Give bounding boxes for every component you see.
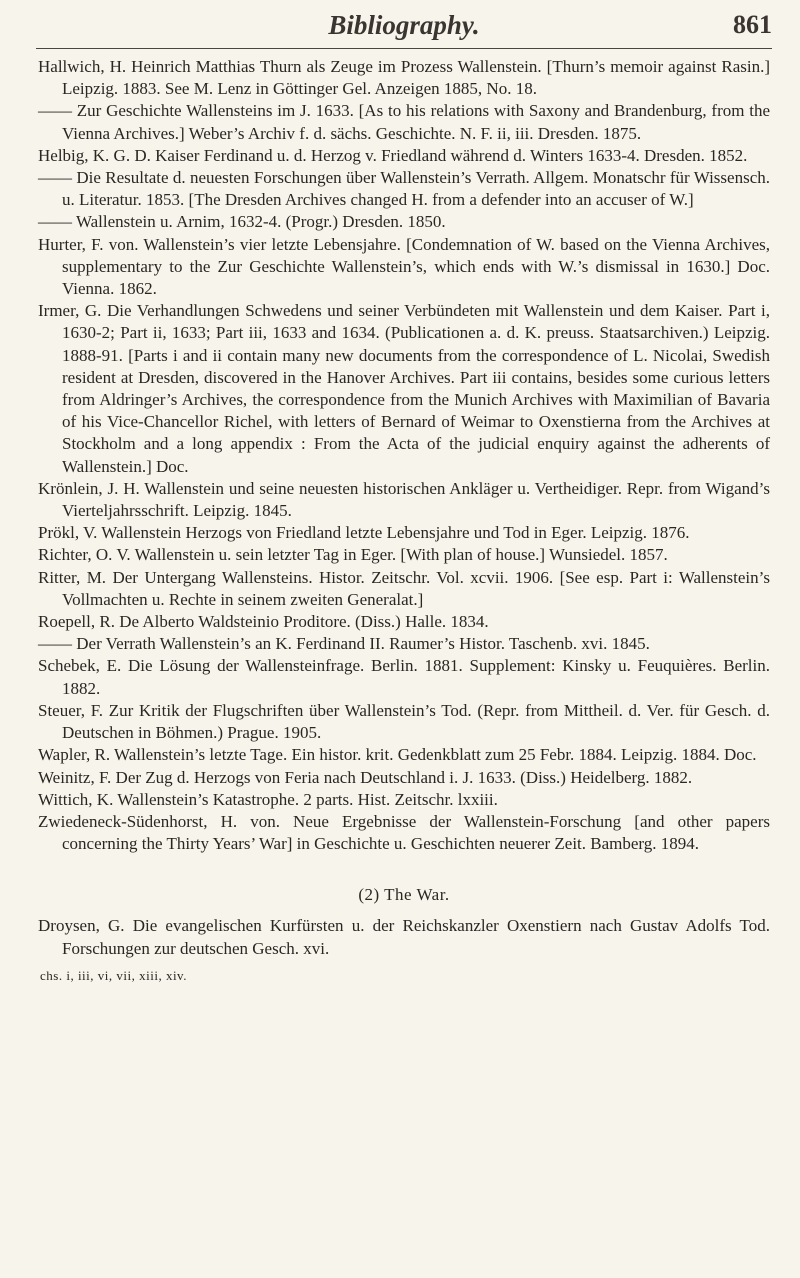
bib-entry: Schebek, E. Die Lösung der Wallensteinfrage. Berlin. 1881. Supplement: Kinsky u. Feuquières. Berlin. 1882. [38, 656, 770, 698]
bib-entry: Zwiedeneck-Südenhorst, H. von. Neue Ergebnisse der Wallenstein-Forschung [and other papers concerning the Thirty Years’ War] in Geschichte u. Geschichten neuerer Zeit. Bamberg. 1894. [38, 811, 770, 854]
bib-entry: —— Wallenstein u. Arnim, 1632-4. (Progr.) Dresden. 1850. [38, 212, 446, 232]
bib-entry: Wittich, K. Wallenstein’s Katastrophe. 2 parts. Hist. Zeitschr. lxxiii. [38, 789, 498, 809]
bib-entry: Hurter, F. von. Wallenstein’s vier letzte Lebensjahre. [Condemnation of W. based on the Vienna Archives, supplementary to the Zur Geschichte Wallenstein’s, which ends with W.’s dismissal in 1630.] Doc. Vienna. 1862. [38, 234, 770, 299]
bib-entry: Ritter, M. Der Untergang Wallensteins. Histor. Zeitschr. Vol. xcvii. 1906. [See esp. Part i: Wallenstein’s Vollmachten u. Rechte in seinem zweiten Generalat.] [38, 567, 770, 609]
bib-entry: Helbig, K. G. D. Kaiser Ferdinand u. d. Herzog v. Friedland während d. Winters 1633-4. Dresden. 1852. [38, 145, 748, 165]
bib-entry: —— Die Resultate d. neuesten Forschungen über Wallenstein’s Verrath. Allgem. Monatschr für Wissensch. u. Literatur. 1853. [The Dresden Archives changed H. from a defender into an accuser of W.] [38, 168, 770, 210]
bib-entry: Wapler, R. Wallenstein’s letzte Tage. Ein histor. krit. Gedenkblatt zum 25 Febr. 1884. Leipzig. 1884. Doc. [38, 745, 757, 765]
running-title: Bibliography. [328, 10, 480, 40]
running-head [36, 10, 772, 44]
bib-entry: Prökl, V. Wallenstein Herzogs von Friedland letzte Lebensjahre und Tod in Eger. Leipzig. 1876. [38, 523, 690, 543]
chapter-reference: chs. i, iii, vi, vii, xiii, xiv. [40, 967, 187, 983]
section-heading: (2) The War. [358, 885, 450, 905]
bibliography-list [38, 56, 770, 984]
bib-entry: Krönlein, J. H. Wallenstein und seine neuesten historischen Ankläger u. Vertheidiger. Repr. from Wigand’s Vierteljahrsschrift. Leipzig. 1845. [38, 478, 770, 521]
bib-entry: Weinitz, F. Der Zug d. Herzogs von Feria nach Deutschland i. J. 1633. (Diss.) Heidelberg. 1882. [38, 767, 693, 787]
header-rule [36, 48, 772, 49]
page-number: 861 [733, 10, 772, 39]
bib-entry: Steuer, F. Zur Kritik der Flugschriften über Wallenstein’s Tod. (Repr. from Mittheil. d. Ver. für Gesch. d. Deutschen in Böhmen.) Prague. 1905. [38, 700, 770, 743]
bib-entry: Droysen, G. Die evangelischen Kurfürsten u. der Reichskanzler Oxenstiern nach Gustav Adolfs Tod. Forschungen zur deutschen Gesch. xvi. [38, 916, 770, 958]
bib-entry: Roepell, R. De Alberto Waldsteinio Proditore. (Diss.) Halle. 1834. [38, 612, 489, 632]
bib-entry: —— Der Verrath Wallenstein’s an K. Ferdinand II. Raumer’s Histor. Taschenb. xvi. 1845. [38, 634, 650, 654]
bib-entry: —— Zur Geschichte Wallensteins im J. 1633. [As to his relations with Saxony and Brandenburg, from the Vienna Archives.] Weber’s Archiv f. d. sächs. Geschichte. N. F. ii, iii. Dresden. 1875. [38, 101, 770, 143]
bib-entry: Irmer, G. Die Verhandlungen Schwedens und seiner Verbündeten mit Wallenstein und dem Kaiser. Part i, 1630-2; Part ii, 1633; Part iii, 1633 and 1634. (Publicationen a. d. K. preuss. Staatsarchiven.) Leipzig. 1888-91. [Parts i and ii contain many new documents from the correspondence of L. Nicolai, Swedish resident at Dresden, discovered in the Hanover Archives. Part iii contains, besides some curious letters from Aldringer’s Archives, the correspondence from the Munich Archives with Maximilian of Bavaria of his Vice-Chancellor Richel, with letters of Bernard of Weimar to Oxenstierna from the Archives at Stockholm and a long appendix : From the Acta of the judicial enquiry against the adherents of Wallenstein.] Doc. [38, 301, 770, 476]
bib-entry: Hallwich, H. Heinrich Matthias Thurn als Zeuge im Prozess Wallenstein. [Thurn’s memoir against Rasin.] Leipzig. 1883. See M. Lenz in Göttinger Gel. Anzeigen 1885, No. 18. [38, 57, 770, 99]
bib-entry: Richter, O. V. Wallenstein u. sein letzter Tag in Eger. [With plan of house.] Wunsiedel. 1857. [38, 545, 668, 565]
